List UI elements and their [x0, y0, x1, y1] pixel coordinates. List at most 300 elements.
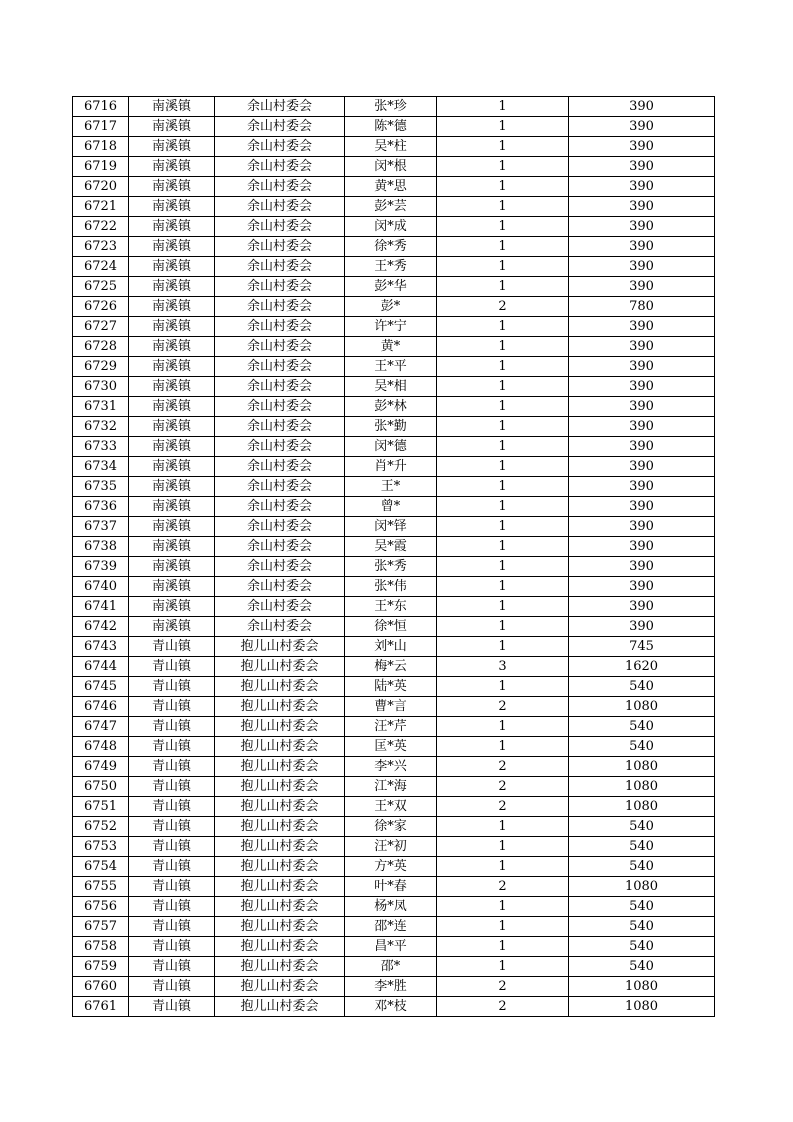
cell-number: 6734 — [73, 457, 129, 477]
cell-amount: 780 — [569, 297, 715, 317]
cell-village: 余山村委会 — [215, 577, 345, 597]
table-row — [73, 317, 715, 337]
cell-village: 抱儿山村委会 — [215, 997, 345, 1017]
cell-amount: 1080 — [569, 777, 715, 797]
cell-amount: 390 — [569, 217, 715, 237]
cell-village: 余山村委会 — [215, 397, 345, 417]
cell-number: 6754 — [73, 857, 129, 877]
table-row — [73, 897, 715, 917]
cell-amount: 390 — [569, 577, 715, 597]
cell-amount: 390 — [569, 337, 715, 357]
cell-count: 1 — [437, 717, 569, 737]
cell-count: 1 — [437, 497, 569, 517]
cell-number: 6753 — [73, 837, 129, 857]
cell-town: 南溪镇 — [129, 217, 215, 237]
cell-name: 黄* — [345, 337, 437, 357]
cell-number: 6744 — [73, 657, 129, 677]
table-row — [73, 657, 715, 677]
cell-amount: 390 — [569, 117, 715, 137]
cell-town: 南溪镇 — [129, 117, 215, 137]
table-row — [73, 477, 715, 497]
cell-count: 1 — [437, 277, 569, 297]
cell-number: 6748 — [73, 737, 129, 757]
cell-village: 余山村委会 — [215, 597, 345, 617]
cell-amount: 1620 — [569, 657, 715, 677]
cell-amount: 540 — [569, 677, 715, 697]
table-row — [73, 217, 715, 237]
cell-name: 吴*柱 — [345, 137, 437, 157]
cell-amount: 540 — [569, 917, 715, 937]
cell-amount: 540 — [569, 937, 715, 957]
table-row — [73, 197, 715, 217]
cell-number: 6717 — [73, 117, 129, 137]
cell-town: 南溪镇 — [129, 457, 215, 477]
cell-amount: 390 — [569, 477, 715, 497]
cell-number: 6723 — [73, 237, 129, 257]
cell-name: 昌*平 — [345, 937, 437, 957]
cell-count: 1 — [437, 357, 569, 377]
cell-amount: 1080 — [569, 797, 715, 817]
cell-town: 青山镇 — [129, 657, 215, 677]
cell-town: 青山镇 — [129, 977, 215, 997]
cell-name: 吴*相 — [345, 377, 437, 397]
cell-name: 王*双 — [345, 797, 437, 817]
cell-amount: 390 — [569, 457, 715, 477]
cell-count: 1 — [437, 537, 569, 557]
cell-village: 抱儿山村委会 — [215, 917, 345, 937]
cell-amount: 390 — [569, 277, 715, 297]
cell-town: 南溪镇 — [129, 417, 215, 437]
cell-count: 1 — [437, 457, 569, 477]
cell-town: 南溪镇 — [129, 277, 215, 297]
cell-count: 1 — [437, 117, 569, 137]
cell-number: 6716 — [73, 97, 129, 117]
table-row — [73, 237, 715, 257]
cell-amount: 390 — [569, 397, 715, 417]
cell-amount: 390 — [569, 237, 715, 257]
cell-name: 彭*华 — [345, 277, 437, 297]
cell-name: 闵*德 — [345, 437, 437, 457]
cell-number: 6729 — [73, 357, 129, 377]
cell-number: 6736 — [73, 497, 129, 517]
cell-count: 2 — [437, 297, 569, 317]
table-row — [73, 797, 715, 817]
cell-village: 余山村委会 — [215, 277, 345, 297]
cell-town: 南溪镇 — [129, 537, 215, 557]
cell-count: 1 — [437, 397, 569, 417]
cell-amount: 540 — [569, 837, 715, 857]
cell-count: 1 — [437, 937, 569, 957]
table-row — [73, 537, 715, 557]
cell-amount: 540 — [569, 857, 715, 877]
cell-name: 邵* — [345, 957, 437, 977]
cell-number: 6735 — [73, 477, 129, 497]
cell-town: 青山镇 — [129, 677, 215, 697]
cell-village: 抱儿山村委会 — [215, 897, 345, 917]
cell-town: 南溪镇 — [129, 297, 215, 317]
cell-amount: 390 — [569, 497, 715, 517]
cell-town: 南溪镇 — [129, 157, 215, 177]
cell-count: 1 — [437, 177, 569, 197]
cell-number: 6755 — [73, 877, 129, 897]
cell-town: 南溪镇 — [129, 557, 215, 577]
cell-town: 南溪镇 — [129, 197, 215, 217]
cell-number: 6718 — [73, 137, 129, 157]
cell-town: 南溪镇 — [129, 597, 215, 617]
table-row — [73, 357, 715, 377]
table-row — [73, 857, 715, 877]
cell-amount: 390 — [569, 197, 715, 217]
cell-village: 余山村委会 — [215, 557, 345, 577]
cell-name: 张*勤 — [345, 417, 437, 437]
cell-count: 1 — [437, 597, 569, 617]
cell-count: 2 — [437, 797, 569, 817]
table-row — [73, 817, 715, 837]
table-row — [73, 417, 715, 437]
cell-number: 6747 — [73, 717, 129, 737]
cell-name: 曹*言 — [345, 697, 437, 717]
cell-name: 叶*春 — [345, 877, 437, 897]
cell-town: 青山镇 — [129, 697, 215, 717]
cell-town: 南溪镇 — [129, 497, 215, 517]
cell-village: 余山村委会 — [215, 337, 345, 357]
cell-town: 青山镇 — [129, 957, 215, 977]
cell-name: 彭*芸 — [345, 197, 437, 217]
cell-town: 南溪镇 — [129, 337, 215, 357]
cell-name: 梅*云 — [345, 657, 437, 677]
cell-amount: 390 — [569, 557, 715, 577]
cell-village: 抱儿山村委会 — [215, 737, 345, 757]
cell-amount: 540 — [569, 737, 715, 757]
cell-town: 南溪镇 — [129, 177, 215, 197]
cell-village: 余山村委会 — [215, 617, 345, 637]
cell-number: 6757 — [73, 917, 129, 937]
cell-village: 抱儿山村委会 — [215, 677, 345, 697]
cell-count: 2 — [437, 757, 569, 777]
cell-count: 1 — [437, 137, 569, 157]
cell-amount: 390 — [569, 597, 715, 617]
cell-amount: 390 — [569, 97, 715, 117]
cell-number: 6721 — [73, 197, 129, 217]
cell-name: 许*宁 — [345, 317, 437, 337]
cell-count: 1 — [437, 837, 569, 857]
cell-village: 余山村委会 — [215, 537, 345, 557]
cell-count: 1 — [437, 677, 569, 697]
cell-amount: 1080 — [569, 757, 715, 777]
table-row — [73, 177, 715, 197]
cell-amount: 1080 — [569, 877, 715, 897]
cell-amount: 540 — [569, 717, 715, 737]
table-row — [73, 497, 715, 517]
table-row — [73, 617, 715, 637]
cell-name: 陈*德 — [345, 117, 437, 137]
cell-town: 青山镇 — [129, 877, 215, 897]
cell-count: 1 — [437, 737, 569, 757]
cell-number: 6738 — [73, 537, 129, 557]
cell-amount: 1080 — [569, 977, 715, 997]
cell-count: 1 — [437, 817, 569, 837]
table-row — [73, 457, 715, 477]
cell-village: 抱儿山村委会 — [215, 797, 345, 817]
cell-count: 2 — [437, 697, 569, 717]
cell-amount: 390 — [569, 357, 715, 377]
cell-village: 余山村委会 — [215, 197, 345, 217]
cell-village: 抱儿山村委会 — [215, 717, 345, 737]
cell-village: 余山村委会 — [215, 457, 345, 477]
cell-count: 1 — [437, 157, 569, 177]
cell-count: 1 — [437, 517, 569, 537]
cell-village: 抱儿山村委会 — [215, 977, 345, 997]
cell-town: 青山镇 — [129, 817, 215, 837]
cell-number: 6758 — [73, 937, 129, 957]
cell-number: 6752 — [73, 817, 129, 837]
cell-village: 余山村委会 — [215, 417, 345, 437]
cell-name: 邓*枝 — [345, 997, 437, 1017]
cell-town: 青山镇 — [129, 897, 215, 917]
cell-count: 1 — [437, 237, 569, 257]
cell-amount: 390 — [569, 517, 715, 537]
cell-town: 青山镇 — [129, 717, 215, 737]
table-row — [73, 597, 715, 617]
cell-name: 徐*恒 — [345, 617, 437, 637]
cell-village: 余山村委会 — [215, 137, 345, 157]
cell-count: 2 — [437, 977, 569, 997]
cell-count: 1 — [437, 417, 569, 437]
data-table — [72, 96, 715, 1017]
table-row — [73, 557, 715, 577]
cell-village: 余山村委会 — [215, 237, 345, 257]
table-row — [73, 777, 715, 797]
cell-name: 匡*英 — [345, 737, 437, 757]
cell-count: 1 — [437, 637, 569, 657]
cell-name: 李*兴 — [345, 757, 437, 777]
cell-number: 6720 — [73, 177, 129, 197]
cell-name: 闵*根 — [345, 157, 437, 177]
cell-name: 彭* — [345, 297, 437, 317]
cell-name: 徐*家 — [345, 817, 437, 837]
table-row — [73, 717, 715, 737]
cell-number: 6751 — [73, 797, 129, 817]
cell-number: 6722 — [73, 217, 129, 237]
cell-number: 6725 — [73, 277, 129, 297]
cell-name: 徐*秀 — [345, 237, 437, 257]
cell-count: 1 — [437, 377, 569, 397]
table-row — [73, 637, 715, 657]
table-row — [73, 117, 715, 137]
table-row — [73, 517, 715, 537]
cell-town: 青山镇 — [129, 937, 215, 957]
cell-amount: 390 — [569, 377, 715, 397]
cell-name: 黄*思 — [345, 177, 437, 197]
cell-town: 南溪镇 — [129, 377, 215, 397]
cell-town: 南溪镇 — [129, 317, 215, 337]
cell-village: 抱儿山村委会 — [215, 877, 345, 897]
table-row — [73, 577, 715, 597]
cell-number: 6719 — [73, 157, 129, 177]
cell-name: 汪*芹 — [345, 717, 437, 737]
table-row — [73, 277, 715, 297]
cell-count: 3 — [437, 657, 569, 677]
cell-name: 江*海 — [345, 777, 437, 797]
table-row — [73, 757, 715, 777]
cell-count: 1 — [437, 337, 569, 357]
cell-town: 南溪镇 — [129, 97, 215, 117]
cell-town: 南溪镇 — [129, 437, 215, 457]
cell-count: 1 — [437, 957, 569, 977]
cell-amount: 390 — [569, 417, 715, 437]
cell-name: 汪*初 — [345, 837, 437, 857]
table-row — [73, 837, 715, 857]
table-row — [73, 677, 715, 697]
cell-town: 青山镇 — [129, 857, 215, 877]
cell-count: 1 — [437, 97, 569, 117]
cell-count: 1 — [437, 917, 569, 937]
cell-name: 杨*凤 — [345, 897, 437, 917]
cell-town: 青山镇 — [129, 777, 215, 797]
cell-village: 抱儿山村委会 — [215, 837, 345, 857]
cell-village: 余山村委会 — [215, 497, 345, 517]
table-row — [73, 257, 715, 277]
table-row — [73, 917, 715, 937]
table-row — [73, 977, 715, 997]
cell-village: 抱儿山村委会 — [215, 957, 345, 977]
cell-amount: 390 — [569, 157, 715, 177]
cell-village: 余山村委会 — [215, 157, 345, 177]
table-row — [73, 157, 715, 177]
cell-name: 彭*林 — [345, 397, 437, 417]
cell-number: 6749 — [73, 757, 129, 777]
cell-count: 1 — [437, 857, 569, 877]
cell-village: 抱儿山村委会 — [215, 777, 345, 797]
cell-number: 6746 — [73, 697, 129, 717]
cell-name: 王*东 — [345, 597, 437, 617]
cell-village: 余山村委会 — [215, 97, 345, 117]
cell-village: 余山村委会 — [215, 357, 345, 377]
cell-count: 1 — [437, 437, 569, 457]
table-row — [73, 997, 715, 1017]
cell-number: 6761 — [73, 997, 129, 1017]
cell-count: 1 — [437, 897, 569, 917]
cell-amount: 390 — [569, 317, 715, 337]
cell-amount: 390 — [569, 617, 715, 637]
cell-number: 6741 — [73, 597, 129, 617]
cell-number: 6740 — [73, 577, 129, 597]
cell-count: 1 — [437, 197, 569, 217]
cell-village: 余山村委会 — [215, 517, 345, 537]
table-row — [73, 97, 715, 117]
cell-amount: 540 — [569, 817, 715, 837]
cell-village: 抱儿山村委会 — [215, 857, 345, 877]
cell-count: 1 — [437, 257, 569, 277]
table-row — [73, 297, 715, 317]
table-row — [73, 377, 715, 397]
cell-town: 青山镇 — [129, 797, 215, 817]
cell-amount: 1080 — [569, 697, 715, 717]
cell-town: 青山镇 — [129, 757, 215, 777]
cell-number: 6739 — [73, 557, 129, 577]
cell-name: 张*伟 — [345, 577, 437, 597]
cell-village: 抱儿山村委会 — [215, 637, 345, 657]
cell-number: 6731 — [73, 397, 129, 417]
cell-name: 张*秀 — [345, 557, 437, 577]
cell-amount: 390 — [569, 137, 715, 157]
cell-town: 南溪镇 — [129, 517, 215, 537]
cell-amount: 390 — [569, 437, 715, 457]
cell-name: 肖*升 — [345, 457, 437, 477]
table-row — [73, 957, 715, 977]
table-row — [73, 397, 715, 417]
cell-town: 南溪镇 — [129, 257, 215, 277]
cell-village: 抱儿山村委会 — [215, 757, 345, 777]
cell-town: 南溪镇 — [129, 477, 215, 497]
cell-town: 南溪镇 — [129, 617, 215, 637]
cell-village: 抱儿山村委会 — [215, 937, 345, 957]
cell-name: 曾* — [345, 497, 437, 517]
cell-village: 抱儿山村委会 — [215, 657, 345, 677]
cell-name: 王*秀 — [345, 257, 437, 277]
cell-village: 余山村委会 — [215, 257, 345, 277]
cell-number: 6742 — [73, 617, 129, 637]
cell-number: 6730 — [73, 377, 129, 397]
cell-number: 6724 — [73, 257, 129, 277]
cell-count: 1 — [437, 217, 569, 237]
cell-count: 2 — [437, 997, 569, 1017]
cell-name: 闵*成 — [345, 217, 437, 237]
cell-village: 余山村委会 — [215, 117, 345, 137]
cell-count: 2 — [437, 877, 569, 897]
cell-name: 刘*山 — [345, 637, 437, 657]
cell-village: 余山村委会 — [215, 297, 345, 317]
cell-town: 南溪镇 — [129, 137, 215, 157]
cell-number: 6728 — [73, 337, 129, 357]
cell-town: 青山镇 — [129, 637, 215, 657]
cell-number: 6759 — [73, 957, 129, 977]
cell-town: 青山镇 — [129, 997, 215, 1017]
table-row — [73, 437, 715, 457]
table-body — [73, 97, 715, 1017]
table-row — [73, 137, 715, 157]
cell-name: 吴*霞 — [345, 537, 437, 557]
table-row — [73, 937, 715, 957]
cell-name: 张*珍 — [345, 97, 437, 117]
cell-amount: 540 — [569, 957, 715, 977]
cell-number: 6726 — [73, 297, 129, 317]
cell-village: 余山村委会 — [215, 377, 345, 397]
cell-count: 1 — [437, 617, 569, 637]
cell-amount: 390 — [569, 177, 715, 197]
table-row — [73, 337, 715, 357]
cell-count: 1 — [437, 317, 569, 337]
cell-amount: 1080 — [569, 997, 715, 1017]
cell-village: 抱儿山村委会 — [215, 697, 345, 717]
cell-count: 1 — [437, 577, 569, 597]
cell-number: 6756 — [73, 897, 129, 917]
cell-village: 余山村委会 — [215, 437, 345, 457]
cell-amount: 540 — [569, 897, 715, 917]
cell-town: 青山镇 — [129, 837, 215, 857]
cell-number: 6750 — [73, 777, 129, 797]
table-row — [73, 737, 715, 757]
cell-name: 邵*连 — [345, 917, 437, 937]
cell-name: 李*胜 — [345, 977, 437, 997]
table-row — [73, 877, 715, 897]
table-row — [73, 697, 715, 717]
cell-name: 方*英 — [345, 857, 437, 877]
cell-name: 陆*英 — [345, 677, 437, 697]
cell-village: 余山村委会 — [215, 317, 345, 337]
cell-village: 抱儿山村委会 — [215, 817, 345, 837]
cell-town: 青山镇 — [129, 737, 215, 757]
